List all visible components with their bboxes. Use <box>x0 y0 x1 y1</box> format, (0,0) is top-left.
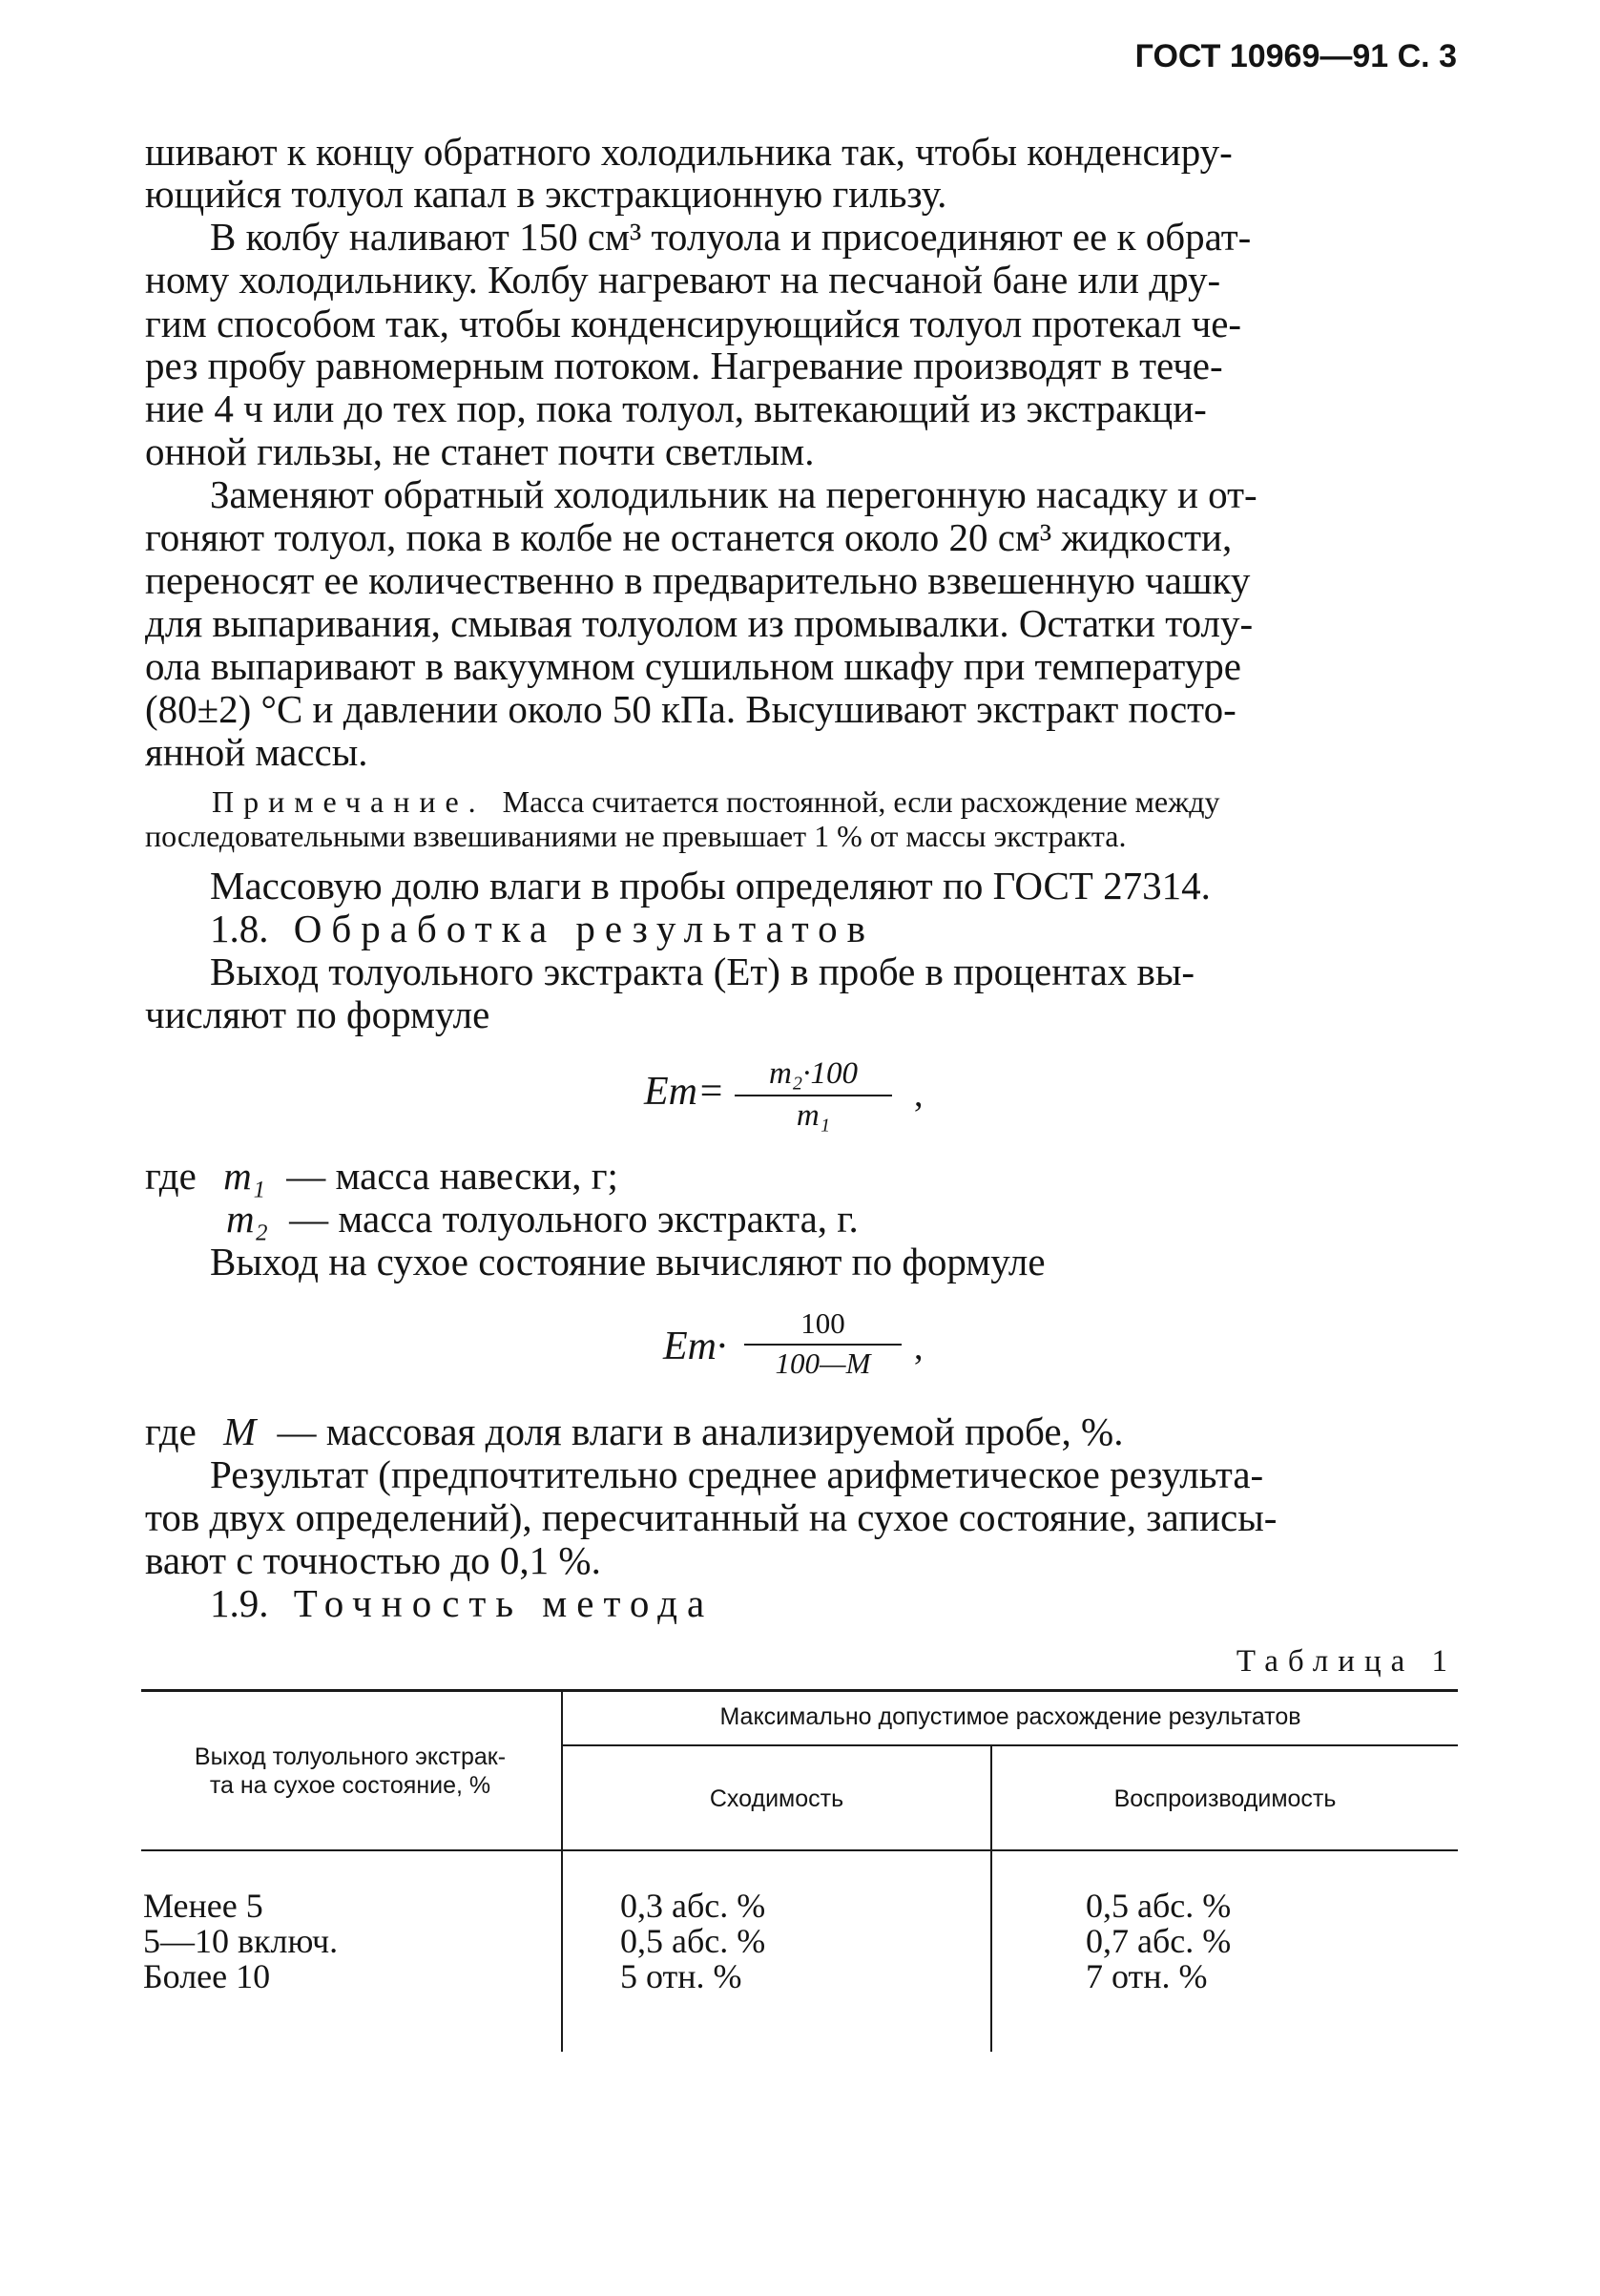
formula-2-numerator: 100 <box>800 1306 845 1340</box>
formula-1-comma: , <box>914 1075 924 1115</box>
symbol-m2: m₂ <box>226 1197 268 1241</box>
section-title: Обработка результатов <box>293 907 876 950</box>
section-title: Точность метода <box>293 1581 715 1625</box>
paragraph-line: для выпаривания, смывая толуолом из промывалки. Остатки толу- <box>145 601 1254 645</box>
paragraph-line: Заменяют обратный холодильник на перегонную насадку и от- <box>210 472 1257 516</box>
paragraph-line: ола выпаривают в вакуумном сушильном шкафу при температуре <box>145 644 1241 688</box>
table-cell: 0,7 абс. % <box>1086 1922 1232 1960</box>
table-cell: 7 отн. % <box>1086 1957 1208 1995</box>
formula-2-fraction <box>744 1305 902 1382</box>
formula-1-numerator: m₂·100 <box>768 1056 859 1091</box>
table-group-rule <box>561 1744 1458 1746</box>
paragraph-line: (80±2) °С и давлении около 50 кПа. Высушивают экстракт посто- <box>145 687 1236 731</box>
table-header-col3: Воспроизводимость <box>1113 1785 1337 1812</box>
formula-1-fraction <box>735 1054 892 1135</box>
moisture-line: Массовую долю влаги в пробы определяют по ГОСТ 27314. <box>210 864 1211 908</box>
formula-2-lhs: Eт· <box>663 1325 727 1368</box>
table-cell: Менее 5 <box>143 1887 263 1925</box>
paragraph-line: ющийся толуол капал в экстракционную гильзу. <box>145 172 947 216</box>
paragraph-line: ние 4 ч или до тех пор, пока толуол, вытекающий из экстракци- <box>145 386 1207 430</box>
dry-intro-line: Выход на сухое состояние вычисляют по формуле <box>210 1240 1046 1284</box>
note-label: Примечание. <box>212 784 486 819</box>
where-prefix: где <box>145 1154 197 1198</box>
section-heading-1-8 <box>210 905 875 952</box>
paragraph-line: тов двух определений), пересчитанный на сухое состояние, записы- <box>145 1495 1278 1539</box>
table-header-rule <box>141 1849 1458 1851</box>
section-heading-1-9 <box>210 1579 714 1627</box>
paragraph-line: гим способом так, чтобы конденсирующийся толуол протекал че- <box>145 302 1242 345</box>
table-col-divider-1 <box>561 1689 563 2052</box>
paragraph-line: рез пробу равномерным потоком. Нагревание производят в тече- <box>145 344 1223 387</box>
table-cell: 5—10 включ. <box>143 1922 339 1960</box>
note-text: Масса считается постоянной, если расхождение между <box>502 784 1220 819</box>
paragraph-line: Результат (предпочтительно среднее арифметическое результа- <box>210 1452 1264 1496</box>
formula-2-denominator: 100—M <box>775 1346 871 1380</box>
formula-1-lhs: Eт= <box>644 1070 725 1114</box>
yield-intro-line: Выход толуольного экстракта (Eт) в пробе в процентах вы- <box>210 950 1195 993</box>
section-number: 1.9. <box>210 1581 269 1625</box>
where-line <box>145 1408 1123 1455</box>
table-cell: 5 отн. % <box>620 1957 742 1995</box>
symbol-desc: — масса навески, г; <box>286 1154 618 1198</box>
note-line-1 <box>212 783 1219 821</box>
where-line <box>145 1152 618 1200</box>
symbol-desc: — масса толуольного экстракта, г. <box>289 1197 859 1241</box>
table-group-header: Максимально допустимое расхождение результатов <box>719 1703 1301 1730</box>
symbol-desc: — массовая доля влаги в анализируемой пробе, %. <box>277 1409 1124 1453</box>
paragraph-line: гоняют толуол, пока в колбе не останется около 20 см³ жидкости, <box>145 515 1233 559</box>
yield-intro-line: числяют по формуле <box>145 992 490 1036</box>
symbol-M: M <box>223 1409 257 1453</box>
header-line: та на сухое состояние, % <box>209 1772 491 1799</box>
table-header-col2: Сходимость <box>709 1785 844 1812</box>
note-line-2: последовательными взвешиваниями не превышает 1 % от массы экстракта. <box>145 819 1127 853</box>
paragraph-line: переносят ее количественно в предварительно взвешенную чашку <box>145 558 1251 602</box>
table-cell: Более 10 <box>143 1957 271 1995</box>
table-top-rule <box>141 1689 1458 1692</box>
paragraph-line: янной массы. <box>145 730 368 774</box>
table-cell: 0,3 абс. % <box>620 1887 766 1925</box>
section-number: 1.8. <box>210 907 269 950</box>
formula-1-denominator: m₁ <box>796 1098 831 1133</box>
paragraph-line: онной гильзы, не станет почти светлым. <box>145 429 815 473</box>
paragraph-line: ному холодильнику. Колбу нагревают на песчаной бане или дру- <box>145 258 1221 302</box>
header-line: Выход толуольного экстрак- <box>194 1743 507 1770</box>
where-prefix: где <box>145 1409 197 1453</box>
paragraph-line: вают с точностью до 0,1 %. <box>145 1538 601 1582</box>
table-caption: Таблица 1 <box>1236 1644 1457 1679</box>
paragraph-line: В колбу наливают 150 см³ толуола и присоединяют ее к обрат- <box>210 215 1252 259</box>
table-cell: 0,5 абс. % <box>620 1922 766 1960</box>
page-header: ГОСТ 10969—91 С. 3 <box>1134 38 1457 74</box>
symbol-m1: m₁ <box>223 1154 265 1198</box>
paragraph-line: шивают к концу обратного холодильника так, чтобы конденсиру- <box>145 130 1233 174</box>
table-header-col1 <box>141 1743 559 1800</box>
table-cell: 0,5 абс. % <box>1086 1887 1232 1925</box>
formula-2-comma: , <box>914 1327 924 1367</box>
where-line <box>226 1195 859 1242</box>
